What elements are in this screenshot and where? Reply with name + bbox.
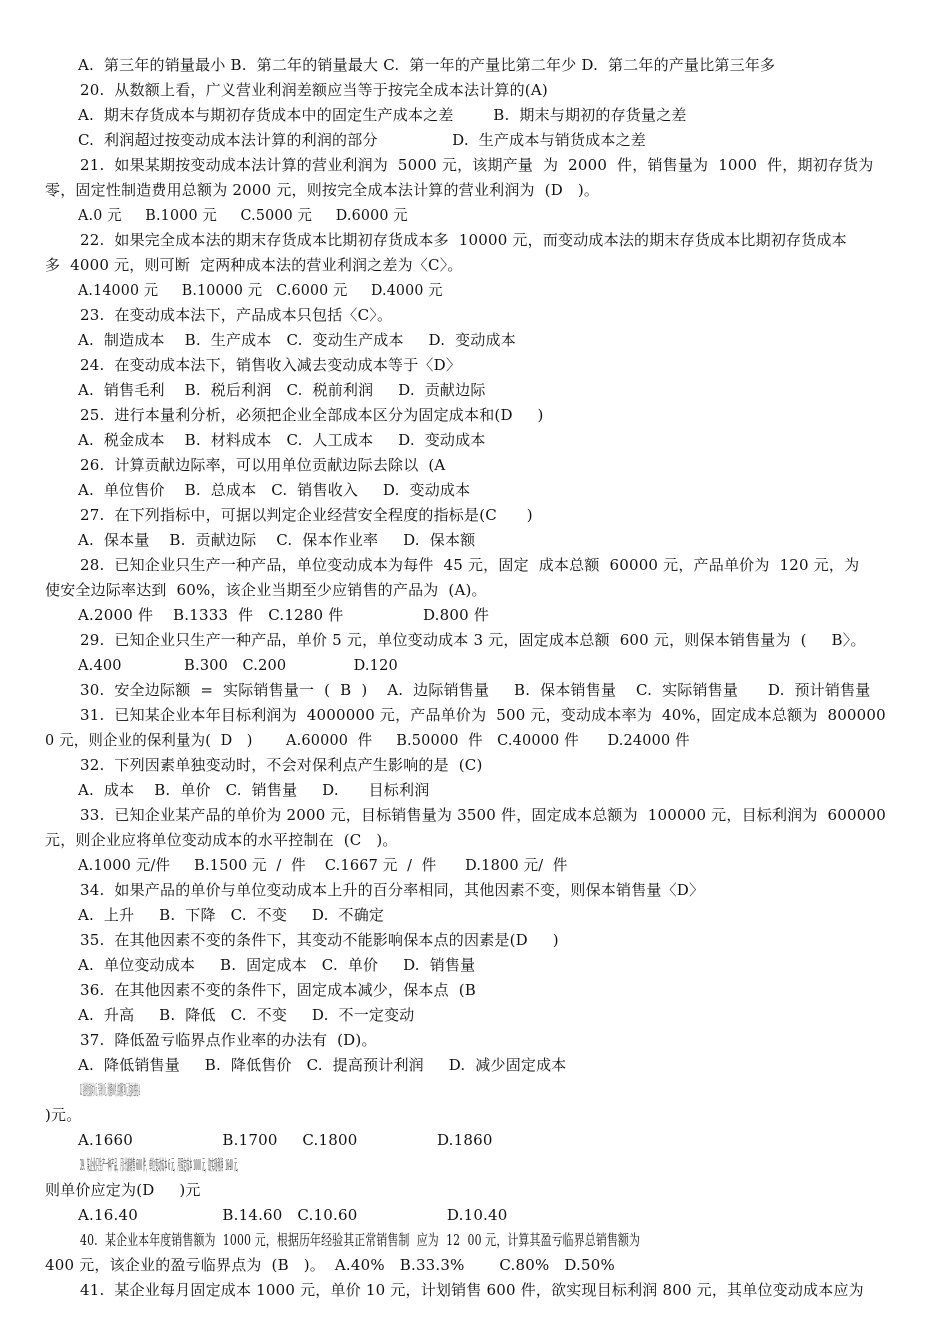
text-line: A. 升高 B. 降低 C. 不变 D. 不一定变动	[78, 1006, 415, 1024]
text-line: 33. 已知企业某产品的单价为 2000 元，目标销售量为 3500 件，固定成本总额为 100000 元，目标利润为 600000	[80, 806, 886, 824]
text-line: 30. 安全边际额 = 实际销售量一 ( B ) A. 边际销售量 B. 保本销售量 C. 实际销售量 D. 预计销售量	[80, 681, 871, 699]
text-line: A. 税金成本 B. 材料成本 C. 人工成本 D. 变动成本	[78, 431, 486, 449]
text-line: 38. 某企业单位变动成本为 6 元，产品单价 10 元，计划销售 600 件，欲实现利润 740 元，固定成本应控制在 (A	[80, 1081, 140, 1099]
text-line: 34. 如果产品的单价与单位变动成本上升的百分率相同，其他因素不变，则保本销售量〈D〉	[80, 881, 705, 899]
text-line: 29. 已知企业只生产一种产品，单价 5 元，单位变动成本 3 元，固定成本总额 600 元，则保本销售量为 ( B〉。	[80, 631, 866, 649]
text-line: 36. 在其他因素不变的条件下，固定成本减少，保本点 (B	[80, 981, 477, 999]
text-line: A.400 B.300 C.200 D.120	[78, 656, 398, 674]
text-line: 22. 如果完全成本法的期末存货成本比期初存货成本多 10000 元，而变动成本法的期末存货成本比期初存货成本	[80, 231, 847, 249]
text-line: 35. 在其他因素不变的条件下，其变动不能影响保本点的因素是(D )	[80, 931, 559, 949]
text-line: 使安全边际率达到 60%，该企业当期至少应销售的产品为 (A)。	[45, 581, 487, 599]
text-line: A.14000 元 B.10000 元 C.6000 元 D.4000 元	[78, 281, 443, 299]
text-line: 则单价应定为(D )元	[45, 1181, 201, 1199]
text-line: A. 期末存货成本与期初存货成本中的固定生产成本之差 B. 期末与期初的存货量之差	[78, 106, 687, 124]
text-line: A. 制造成本 B. 生产成本 C. 变动生产成本 D. 变动成本	[78, 331, 516, 349]
text-line: 27. 在下列指标中，可据以判定企业经营安全程度的指标是(C )	[80, 506, 533, 524]
text-line: 32. 下列因素单独变动时，不会对保利点产生影响的是 (C)	[80, 756, 483, 774]
text-line: 39. 某企业只生产一种产品，月计划销售 600 件，单位变动成本 6 元，月固定成本 1000 元，欲实现利润 1640 元，	[80, 1156, 241, 1174]
text-line: A.16.40 B.14.60 C.10.60 D.10.40	[78, 1206, 508, 1224]
text-line: 24. 在变动成本法下，销售收入减去变动成本等于〈D〉	[80, 356, 462, 374]
text-line: A. 保本量 B. 贡献边际 C. 保本作业率 D. 保本额	[78, 531, 476, 549]
text-line: A.2000 件 B.1333 件 C.1280 件 D.800 件	[78, 606, 490, 624]
text-line: 元，则企业应将单位变动成本的水平控制在 (C )。	[45, 831, 398, 849]
text-line: 20. 从数额上看，广义营业利润差额应当等于按完全成本法计算的(A)	[80, 81, 548, 99]
text-line: 0 元，则企业的保利量为( D ) A.60000 件 B.50000 件 C.40000 件 D.24000 件	[45, 731, 690, 749]
text-line: 37. 降低盈亏临界点作业率的办法有 (D)。	[80, 1031, 377, 1049]
text-line: A.1000 元/件 B.1500 元 / 件 C.1667 元 / 件 D.1800 元/ 件	[78, 856, 568, 874]
text-line: 28. 已知企业只生产一种产品，单位变动成本为每件 45 元，固定 成本总额 60000 元，产品单价为 120 元，为	[80, 556, 860, 574]
text-line: A. 销售毛利 B. 税后利润 C. 税前利润 D. 贡献边际	[78, 381, 486, 399]
text-line: 多 4000 元，则可断 定两种成本法的营业利润之差为〈C〉。	[45, 256, 463, 274]
text-line: 零，固定性制造费用总额为 2000 元，则按完全成本法计算的营业利润为 (D )。	[45, 181, 600, 199]
text-line: A. 上升 B. 下降 C. 不变 D. 不确定	[78, 906, 385, 924]
text-line: A.0 元 B.1000 元 C.5000 元 D.6000 元	[78, 206, 408, 224]
text-line: 26. 计算贡献边际率，可以用单位贡献边际去除以 (A	[80, 456, 446, 474]
text-line: 31. 已知某企业本年目标利润为 4000000 元，产品单价为 500 元，变动成本率为 40%，固定成本总额为 800000	[80, 706, 886, 724]
text-line: 25. 进行本量利分析，必须把企业全部成本区分为固定成本和(D )	[80, 406, 544, 424]
text-line: 41. 某企业每月固定成本 1000 元，单价 10 元，计划销售 600 件，欲实现目标利润 800 元，其单位变动成本应为	[80, 1281, 864, 1299]
text-line: 21. 如果某期按变动成本法计算的营业利润为 5000 元，该期产量 为 2000 件，销售量为 1000 件，期初存货为	[80, 156, 874, 174]
text-line: C. 利润超过按变动成本法计算的利润的部分 D. 生产成本与销货成本之差	[78, 131, 646, 149]
text-line: A.1660 B.1700 C.1800 D.1860	[78, 1131, 493, 1149]
text-line: 40. 某企业本年度销售额为 1000 元，根据历年经验其正常销售制 应为 12 00 元，计算其盈亏临界总销售额为	[80, 1231, 641, 1249]
text-line: A. 成本 B. 单价 C. 销售量 D. 目标利润	[78, 781, 430, 799]
text-line: A. 单位售价 B. 总成本 C. 销售收入 D. 变动成本	[78, 481, 471, 499]
text-line: 23. 在变动成本法下，产品成本只包括〈C〉。	[80, 306, 393, 324]
text-line: A. 第三年的销量最小 B. 第二年的销量最大 C. 第一年的产量比第二年少 D. 第二年的产量比第三年多	[78, 56, 776, 74]
text-line: )元。	[45, 1106, 82, 1124]
text-line: A. 降低销售量 B. 降低售价 C. 提高预计利润 D. 减少固定成本	[78, 1056, 567, 1074]
text-line: 400 元，该企业的盈亏临界点为 (B )。 A.40% B.33.3% C.80% D.50%	[45, 1256, 615, 1274]
text-line: A. 单位变动成本 B. 固定成本 C. 单价 D. 销售量	[78, 956, 476, 974]
